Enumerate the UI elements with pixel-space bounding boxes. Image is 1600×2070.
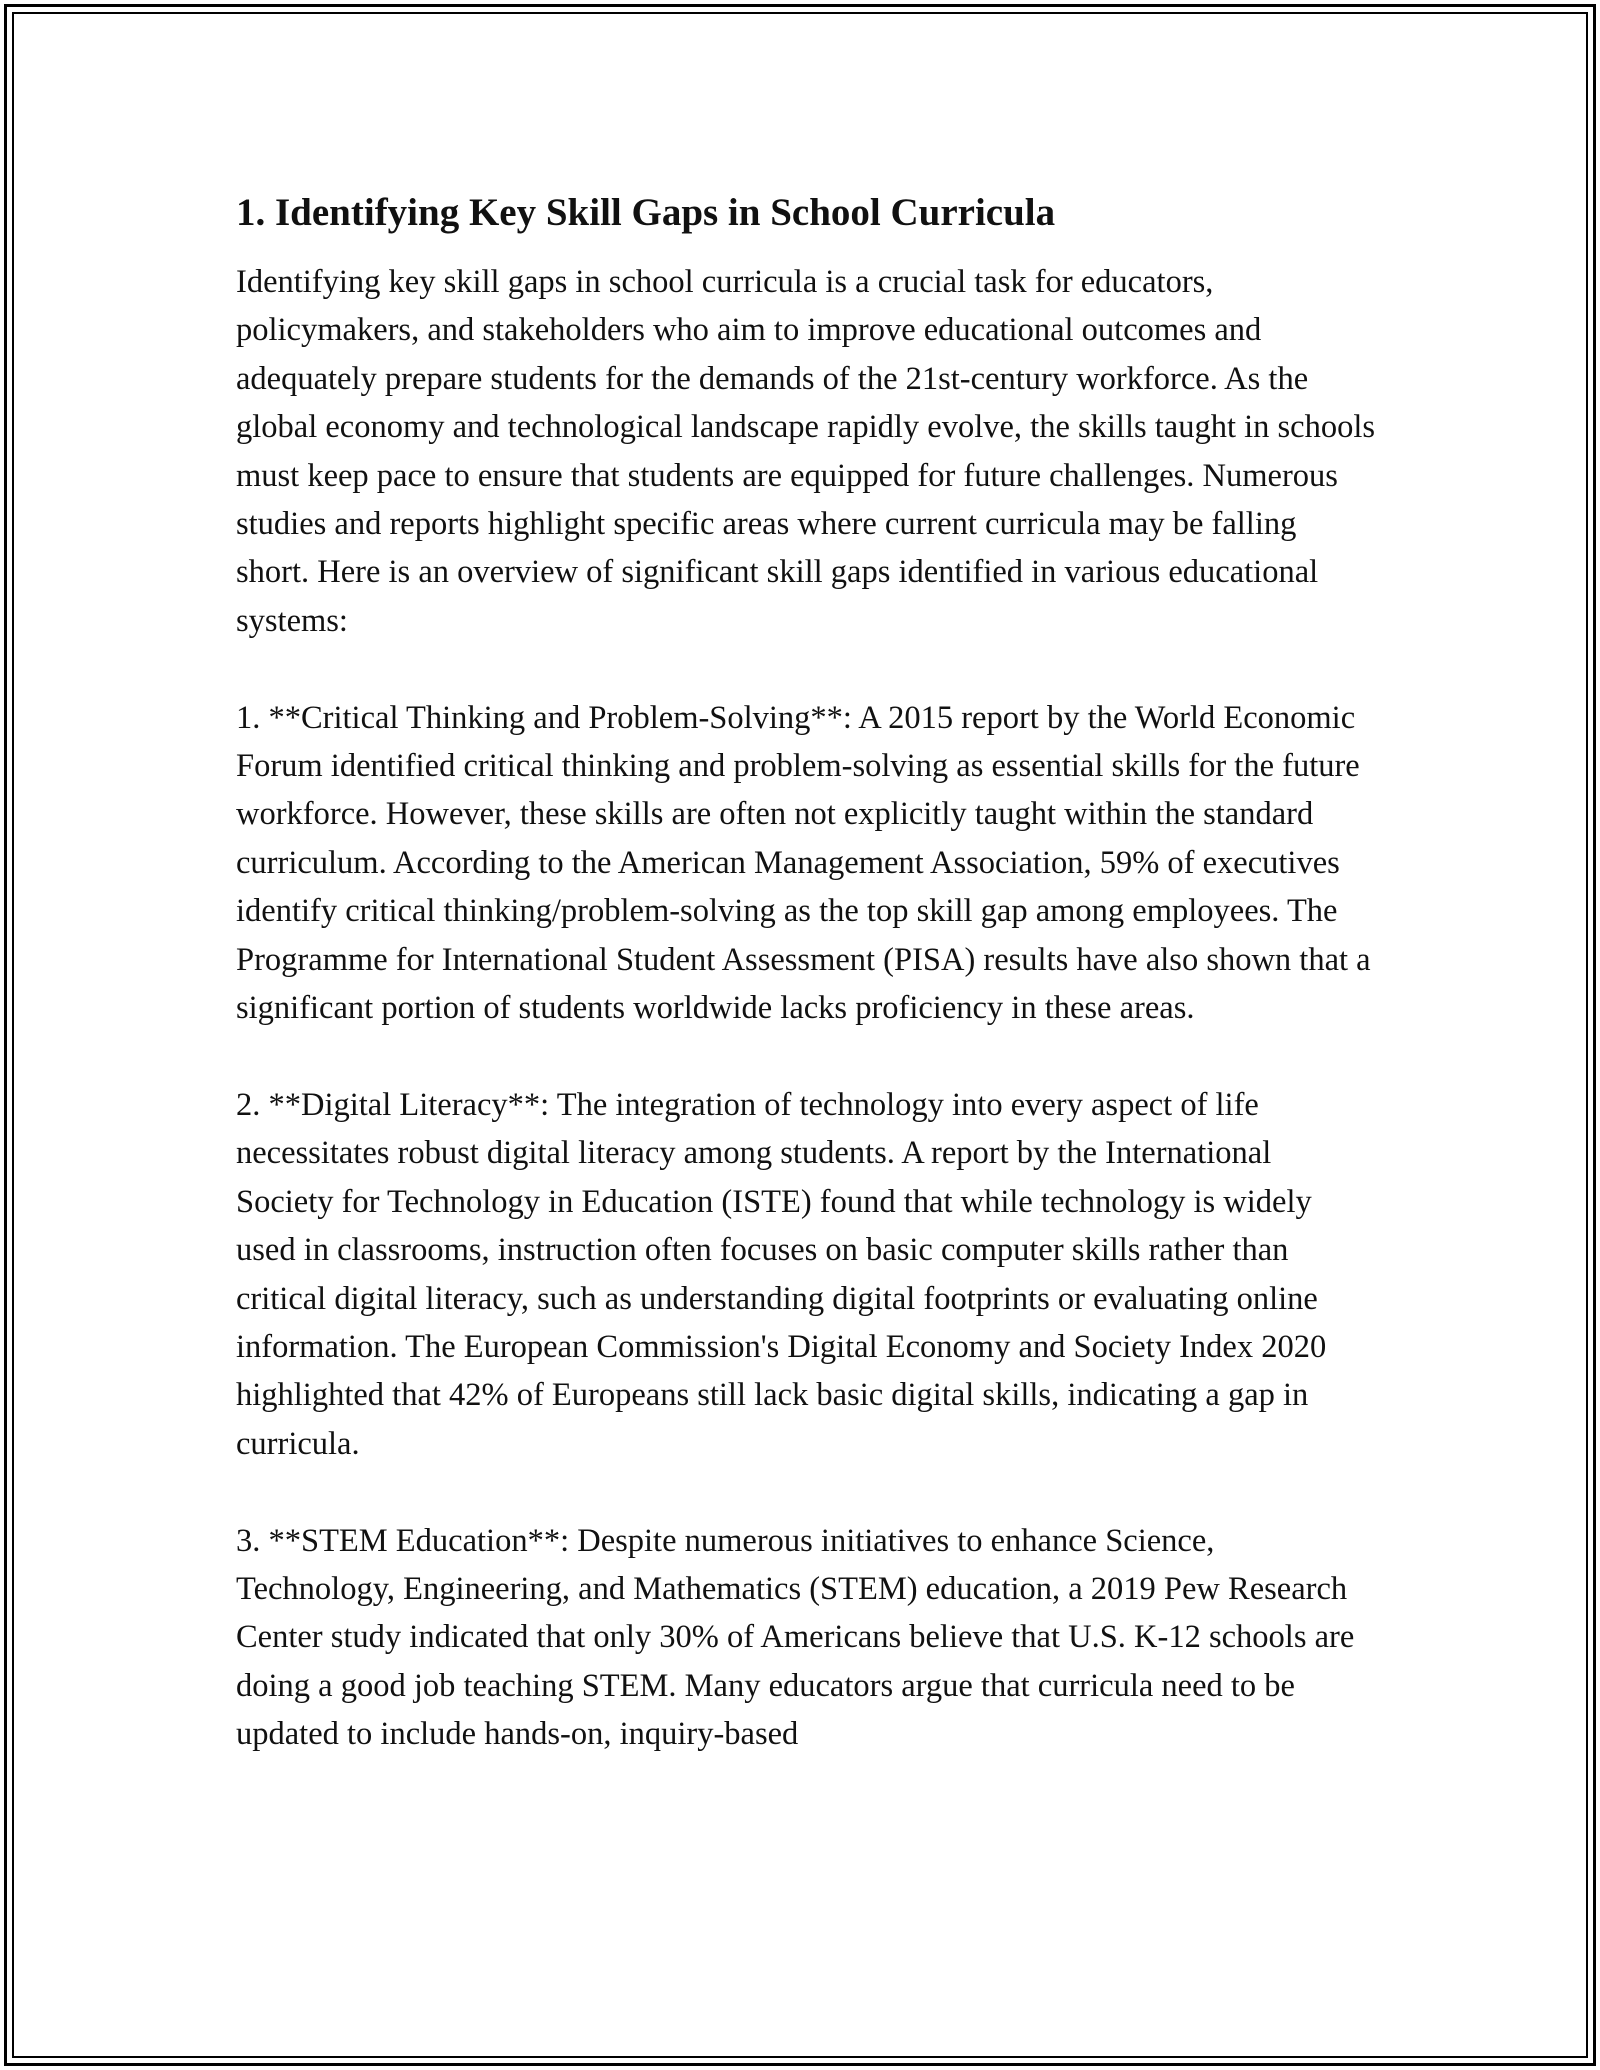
digital-literacy-paragraph: 2. **Digital Literacy**: The integration of technology into every aspect of life necessitates robust digital literacy among students. A report by the International Society for Technology in Education (ISTE) found that while technology is widely used in classrooms, instruction often focuses on basic computer skills rather than critical digital literacy, such as understanding digital footprints or evaluating online information. The European Commission's Digital Economy and Society Index 2020 highlighted that 42% of Europeans still lack basic digital skills, indicating a gap in curricula.: [236, 1086, 1327, 1462]
stem-education-paragraph: 3. **STEM Education**: Despite numerous initiatives to enhance Science, Technology, Engineering, and Mathematics (STEM) education, a 2019 Pew Research Center study indicated that only 30% of Americans believe that U.S. K-12 schools are doing a good job teaching STEM. Many educators argue that curricula need to be updated to include hands-on, inquiry-based: [236, 1522, 1355, 1753]
critical-thinking-paragraph: 1. **Critical Thinking and Problem-Solving**: A 2015 report by the World Economic Forum identified critical thinking and problem-solving as essential skills for the future workforce. However, these skills are often not explicitly taught within the standard curriculum. According to the American Management Association, 59% of executives identify critical thinking/problem-solving as the top skill gap among employees. The Programme for International Student Assessment (PISA) results have also shown that a significant portion of students worldwide lacks proficiency in these areas.: [236, 699, 1371, 1027]
intro-paragraph: Identifying key skill gaps in school curricula is a crucial task for educators, policymakers, and stakeholders who aim to improve educational outcomes and adequately prepare students for the demands of the 21st-century workforce. As the global economy and technological landscape rapidly evolve, the skills taught in schools must keep pace to ensure that students are equipped for future challenges. Numerous studies and reports highlight specific areas where current curricula may be falling short. Here is an overview of significant skill gaps identified in various educational systems:: [236, 264, 1376, 639]
section-heading: 1. Identifying Key Skill Gaps in School Curricula: [236, 191, 1056, 234]
document-body: [236, 188, 1376, 1807]
